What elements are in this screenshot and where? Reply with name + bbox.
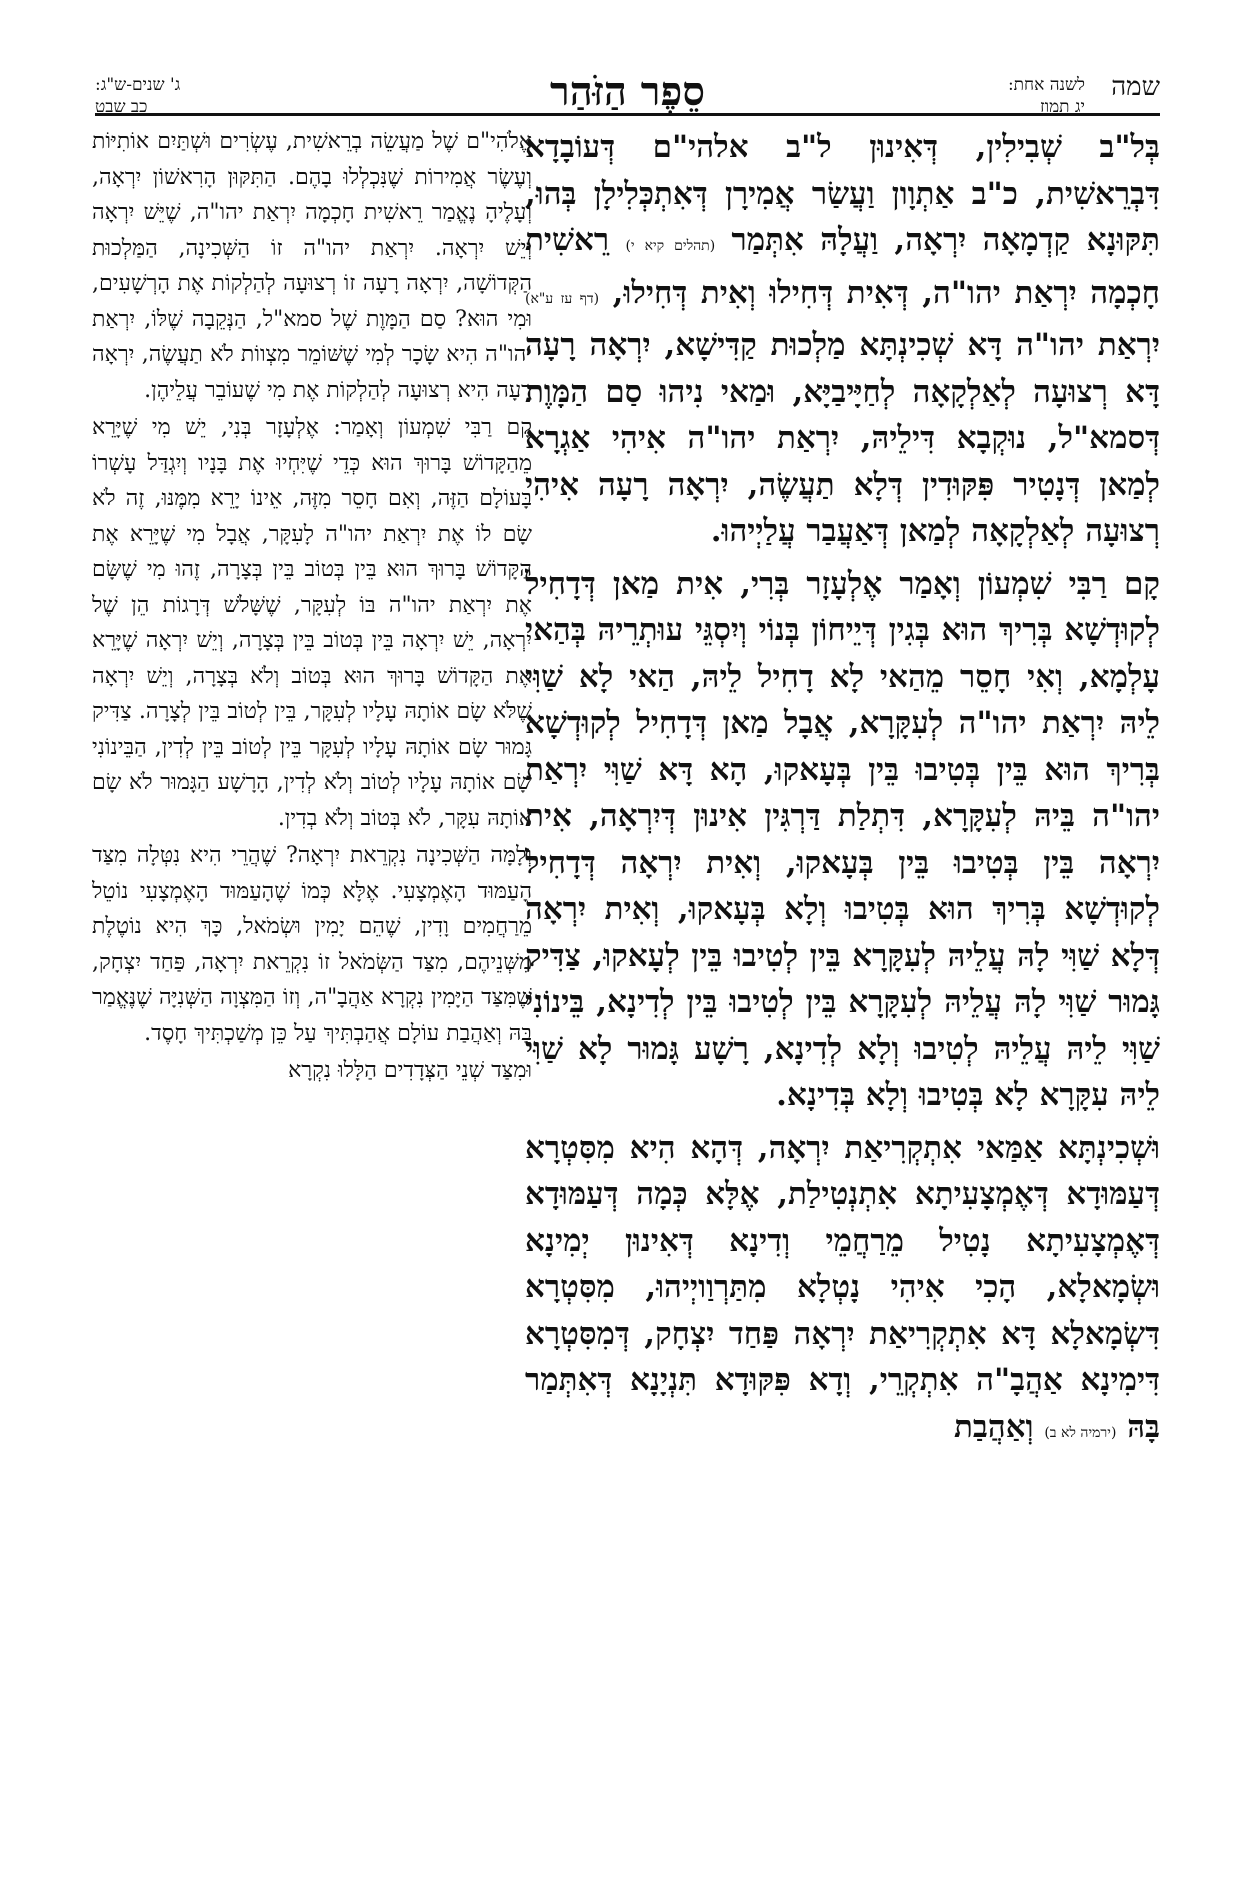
folio-reference: (דף עז ע"א) (525, 290, 600, 307)
verse-reference: (ירמיה לא ב) (1044, 1424, 1117, 1441)
main-paragraph (525, 124, 1160, 555)
main-text: וְאַהֲבַת (954, 1408, 1034, 1445)
page-header (95, 70, 1160, 130)
header-rule (95, 113, 1160, 116)
header-schedule-one-year: לשנה אחת: (1007, 75, 1085, 95)
main-text: יִרְאַת יהו"ה דָּא שְׁכִינְתָּא מַלְכוּת קַדִּישָׁא, יִרְאָה רָעָה דָּא רְצוּעָה לְאַלְקָאָה לְחַיָּיבַיָּא, וּמַאי נִיהוּ סַם הַמָּוֶת דְּסמא"ל, נוּקְבָא דִּילֵיהּ, יִרְאַת יהו"ה אִיהִי אַגְרָא לְמַאן דְּנָטִיר פִּקּוּדִין דְּלָא תַעֲשֶׂה, יִרְאָה רָעָה אִיהִי רְצוּעָה לְאַלְקָאָה לְמַאן דְּאַעֲבַר עֲלַיְיהוּ. (525, 327, 1160, 549)
hebrew-translation-column (92, 124, 532, 1854)
main-aramaic-column (525, 124, 1160, 1854)
header-schedule-three-years: ג' שנים-ש"ג: (95, 75, 181, 95)
main-paragraph: קָם רַבִּי שִׁמְעוֹן וְאָמַר אֶלְעָזָר בְּרִי, אִית מַאן דְּדָחִיל לְקוּדְשָׁא בְּרִיךְ הוּא בְּגִין דְּיֵיחוֹן בְּנוֹי וְיִסְגֵּי עוּתְרֵיהּ בְּהַאי עָלְמָא, וְאִי חָסֵר מֵהַאי לָא דָחִיל לֵיהּ, הַאי לָא שַׁוִּי לֵיהּ יִרְאַת יהו"ה לְעִקָּרָא, אֲבָל מַאן דְּדָחִיל לְקוּדְשָׁא בְּרִיךְ הוּא בֵּין בְּטִיבוּ בֵּין בְּעָאקוּ, הָא דָּא שַׁוִּי יִרְאַת יהו"ה בֵּיהּ לְעִקָּרָא, דִּתְלַת דַּרְגִּין אִינוּן דְּיִרְאָה, אִית יִרְאָה בֵּין בְּטִיבוּ בֵּין בְּעָאקוּ, וְאִית יִרְאָה דְּדָחִיל לְקוּדְשָׁא בְּרִיךְ הוּא בְּטִיבוּ וְלָא בְּעָאקוּ, וְאִית יִרְאָה דְּלָא שַׁוִּי לָהּ עֲלֵיהּ לְעִקָּרָא בֵּין לְטִיבוּ בֵּין לְעָאקוּ, צַדִּיק גָּמוּר שַׁוִּי לָהּ עֲלֵיהּ לְעִקָּרָא בֵּין לְטִיבוּ בֵּין לְדִינָא, בֵּינוֹנִי שַׁוִּי לֵיהּ עֲלֵיהּ לְטִיבוּ וְלָא לְדִינָא, רָשָׁע גָּמוּר לָא שַׁוִּי לֵיהּ עִקָּרָא לָא בְּטִיבוּ וְלָא בְּדִינָא. (525, 565, 1160, 1113)
header-date-three-years: כב שבט (95, 97, 148, 117)
translation-paragraph: וּמִצַּד שְׁנֵי הַצְּדָדִים הַלָּלוּ נִקְרָא (288, 1058, 532, 1083)
page-number: שמה (1111, 72, 1160, 102)
verse-reference: (תהלים קיא י) (625, 238, 716, 254)
translation-paragraph: אֱלֹהִי"ם שֶׁל מַעֲשֵׂה בְרֵאשִׁית, עֶשְׂרִים וּשְׁתַּיִם אוֹתִיּוֹת וְעֶשֶׂר אֲמִירוֹת שֶׁנִּכְלְלוּ בָהֶם. הַתִּקּוּן הָרִאשׁוֹן יִרְאָה, וְעָלֶיהָ נֶאֱמַר רֵאשִׁית חָכְמָה יִרְאַת יהו"ה, שֶׁיֵּשׁ יִרְאָה וְיֵשׁ יִרְאָה. יִרְאַת יהו"ה זוֹ הַשְּׁכִינָה, הַמַּלְכוּת הַקְּדוֹשָׁה, יִרְאָה רָעָה זוֹ רְצוּעָה לְהַלְקוֹת אֶת הָרְשָׁעִים, וּמִי הוּא? סַם הַמָּוֶת שֶׁל סמא"ל, הַנְּקֵבָה שֶׁלּוֹ, יִרְאַת יהו"ה הִיא שָׂכָר לְמִי שֶׁשּׁוֹמֵר מִצְווֹת לֹא תַעֲשֶׂה, יִרְאָה רָעָה הִיא רְצוּעָה לְהַלְקוֹת אֶת מִי שֶׁעוֹבֵר עֲלֵיהֶן. (92, 129, 532, 403)
main-text: רֵאשִׁית חָכְמָה יִרְאַת יהו"ה, דְּאִית דְּחִילוּ וְאִית דְּחִילוּ, (525, 222, 1160, 311)
header-date-one-year: יג תמוז (1039, 97, 1085, 117)
translation-paragraph: וְלָמָּה הַשְּׁכִינָה נִקְרֵאת יִרְאָה? שֶׁהֲרֵי הִיא נִטְּלָה מִצַּד הָעַמּוּד הָאֶמְצָעִי. אֶלָּא כְּמוֹ שֶׁהָעַמּוּד הָאֶמְצָעִי נוֹטֵל מֵרַחֲמִים וָדִין, שֶׁהֵם יָמִין וּשְׂמֹאל, כָּךְ הִיא נוֹטֶלֶת מִשְּׁנֵיהֶם, מִצַּד הַשְּׂמֹאל זוֹ נִקְרֵאת יִרְאָה, פַּחַד יִצְחָק, שֶׁמִּצַּד הַיָּמִין נִקְרָא אַהֲבָ"ה, וְזוֹ הַמִּצְוָה הַשְּׁנִיָּה שֶׁנֶּאֱמַר בָּהּ וְאַהֲבַת עוֹלָם אֲהַבְתִּיךְ עַל כֵּן מְשַׁכְתִּיךְ חָסֶד. (92, 843, 532, 1046)
main-text: וּשְׁכִינְתָּא אַמַּאי אִתְקְרִיאַת יִרְאָה, דְּהָא הִיא מִסִּטְרָא דְּעַמּוּדָא דְּאֶמְצָעִיתָא אִתְנְטִילַת, אֶלָּא כְּמָה דְּעַמּוּדָא דְּאֶמְצָעִיתָא נָטִיל מֵרַחֲמֵי וְדִינָא דְּאִינוּן יְמִינָא וּשְׂמָאלָא, הָכִי אִיהִי נָטְלָא מִתַּרְוַויְיהוּ, מִסִּטְרָא דִּשְׂמָאלָא דָּא אִתְקְרִיאַת יִרְאָה פַּחַד יִצְחָק, דְּמִסִּטְרָא דִּימִינָא אַהֲבָ"ה אִתְקְרֵי, וְדָא פִּקּוּדָא תִּנְיָנָא דְּאִתְּמַר בָּהּ (525, 1129, 1160, 1445)
book-title: סֵפֶר הַזֹּהַר (550, 68, 705, 115)
header-left-info (95, 74, 305, 118)
main-text: בְּל"ב שְׁבִילִין, דְּאִינוּן ל"ב אלהי"ם דְּעוֹבָדָא דִּבְרֵאשִׁית, כ"ב אַתְוָון וַעֲשַׂר אֲמִירָן דְּאִתְכְּלִילָן בְּהוּ, תִּקּוּנָא קַדְמָאָה יִרְאָה, וַעֲלָהּ אִתְּמַר (525, 129, 1160, 258)
translation-paragraph: קָם רַבִּי שִׁמְעוֹן וְאָמַר: אֶלְעָזָר בְּנִי, יֵשׁ מִי שֶׁיָּרֵא מֵהַקָּדוֹשׁ בָּרוּךְ הוּא כְּדֵי שֶׁיִּחְיוּ אֶת בָּנָיו וְיִגְדַּל עָשְׁרוֹ בָּעוֹלָם הַזֶּה, וְאִם חָסֵר מִזֶּה, אֵינוֹ יָרֵא מִמֶּנּוּ, זֶה לֹא שָׂם לוֹ אֶת יִרְאַת יהו"ה לָעִקָּר, אֲבָל מִי שֶׁיָּרֵא אֶת הַקָּדוֹשׁ בָּרוּךְ הוּא בֵּין בְּטוֹב בֵּין בְּצָרָה, זֶהוּ מִי שֶׁשָּׂם אֶת יִרְאַת יהו"ה בּוֹ לְעִקָּר, שֶׁשָּׁלֹשׁ דְּרָגוֹת הֵן שֶׁל יִרְאָה, יֵשׁ יִרְאָה בֵּין בְּטוֹב בֵּין בְּצָרָה, וְיֵשׁ יִרְאָה שֶׁיָּרֵא אֶת הַקָּדוֹשׁ בָּרוּךְ הוּא בְּטוֹב וְלֹא בְּצָרָה, וְיֵשׁ יִרְאָה שֶׁלֹּא שָׂם אוֹתָהּ עָלָיו לְעִקָּר, בֵּין לְטוֹב בֵּין לְצָרָה. צַדִּיק גָּמוּר שָׂם אוֹתָהּ עָלָיו לְעִקָּר בֵּין לְטוֹב בֵּין לְדִין, הַבֵּינוֹנִי שָׂם אוֹתָהּ עָלָיו לְטוֹב וְלֹא לְדִין, הָרָשָׁע הַגָּמוּר לֹא שָׂם אוֹתָהּ עִקָּר, לֹא בְּטוֹב וְלֹא בְדִין. (92, 415, 532, 831)
main-paragraph (525, 1125, 1160, 1457)
